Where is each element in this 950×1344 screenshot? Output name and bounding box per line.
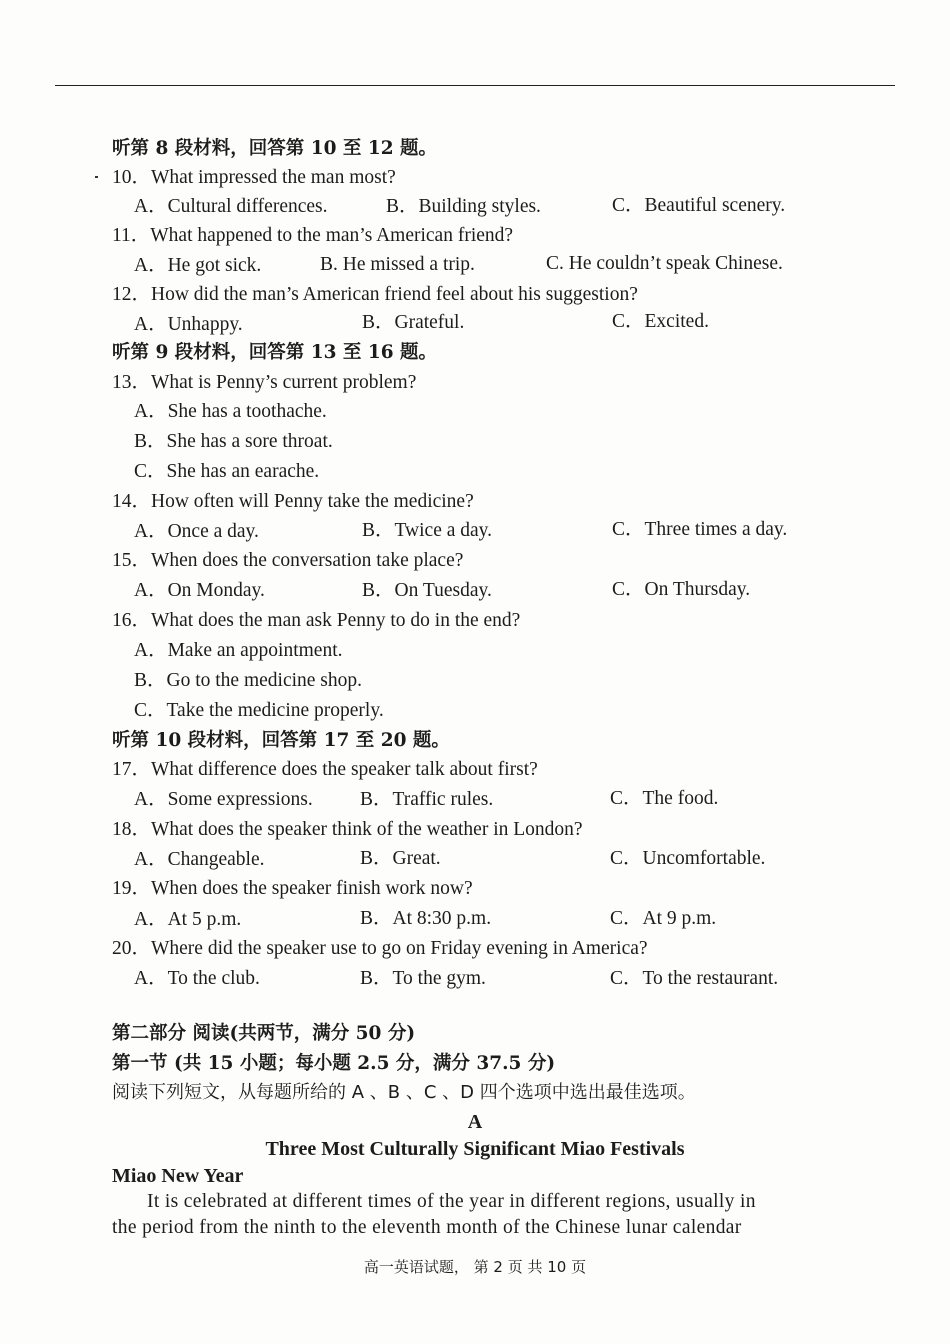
- top-rule: [55, 85, 895, 86]
- q10-option-a: A．Cultural differences.: [134, 196, 328, 217]
- q10-option-b: B．Building styles.: [386, 196, 541, 217]
- question-15: 15．When does the conversation take place?: [112, 550, 464, 571]
- q10-option-c: C．Beautiful scenery.: [612, 195, 786, 216]
- q14-option-a: A．Once a day.: [134, 521, 259, 542]
- q20-option-c: C．To the restaurant.: [610, 968, 779, 989]
- q18-option-c: C．Uncomfortable.: [610, 848, 766, 869]
- question-14: 14．How often will Penny take the medicine?: [112, 491, 474, 512]
- q11-option-a: A．He got sick.: [134, 255, 262, 276]
- passage-subheading: Miao New Year: [112, 1165, 244, 1187]
- q20-option-b: B．To the gym.: [360, 968, 486, 989]
- question-13: 13．What is Penny’s current problem?: [112, 372, 417, 393]
- passage-line-1: It is celebrated at different times of the year in different regions, usually in: [147, 1191, 756, 1212]
- section-heading-8: 听第 8 段材料，回答第 10 至 12 题。: [112, 138, 438, 159]
- question-11: 11．What happened to the man’s American friend?: [112, 225, 514, 246]
- q13-option-b: B．She has a sore throat.: [134, 431, 333, 452]
- q11-option-b: B. He missed a trip.: [320, 254, 475, 275]
- q18-option-b: B．Great.: [360, 848, 441, 869]
- q17-option-a: A．Some expressions.: [134, 789, 313, 810]
- q16-option-c: C．Take the medicine properly.: [134, 700, 384, 721]
- q19-option-c: C．At 9 p.m.: [610, 908, 717, 929]
- q11-option-c: C. He couldn’t speak Chinese.: [546, 253, 783, 274]
- question-16: 16．What does the man ask Penny to do in the end?: [112, 610, 521, 631]
- q16-option-b: B．Go to the medicine shop.: [134, 670, 363, 691]
- q12-option-b: B．Grateful.: [362, 312, 465, 333]
- q14-option-b: B．Twice a day.: [362, 520, 493, 541]
- section-heading-9: 听第 9 段材料，回答第 13 至 16 题。: [112, 342, 438, 363]
- question-12: 12．How did the man’s American friend feel about his suggestion?: [112, 284, 638, 305]
- page-footer: 高一英语试题， 第 2 页 共 10 页: [363, 1258, 587, 1276]
- q16-option-a: A．Make an appointment.: [134, 640, 343, 661]
- question-18: 18．What does the speaker think of the weather in London?: [112, 819, 583, 840]
- passage-letter: A: [467, 1111, 483, 1133]
- part2-instruction: 阅读下列短文，从每题所给的 A 、B 、C 、D 四个选项中选出最佳选项。: [112, 1082, 696, 1103]
- q19-option-b: B．At 8:30 p.m.: [360, 908, 492, 929]
- q15-option-b: B．On Tuesday.: [362, 580, 492, 601]
- q13-option-a: A．She has a toothache.: [134, 401, 327, 422]
- margin-mark: [95, 176, 98, 178]
- q12-option-c: C．Excited.: [612, 311, 709, 332]
- q15-option-c: C．On Thursday.: [612, 579, 751, 600]
- part2-heading: 第二部分 阅读(共两节，满分 50 分): [112, 1023, 416, 1044]
- q12-option-a: A．Unhappy.: [134, 314, 243, 335]
- q18-option-a: A．Changeable.: [134, 849, 265, 870]
- section-heading-10: 听第 10 段材料，回答第 17 至 20 题。: [112, 730, 450, 751]
- q15-option-a: A．On Monday.: [134, 580, 265, 601]
- q14-option-c: C．Three times a day.: [612, 519, 788, 540]
- question-19: 19．When does the speaker finish work now?: [112, 878, 473, 899]
- q17-option-c: C．The food.: [610, 788, 719, 809]
- question-10: 10．What impressed the man most?: [112, 167, 396, 188]
- part2-subheading: 第一节 (共 15 小题；每小题 2.5 分，满分 37.5 分): [112, 1053, 556, 1074]
- q13-option-c: C．She has an earache.: [134, 461, 320, 482]
- q19-option-a: A．At 5 p.m.: [134, 909, 242, 930]
- question-17: 17．What difference does the speaker talk about first?: [112, 759, 538, 780]
- passage-line-2: the period from the ninth to the eleventh month of the Chinese lunar calendar: [112, 1217, 742, 1238]
- q17-option-b: B．Traffic rules.: [360, 789, 494, 810]
- question-20: 20．Where did the speaker use to go on Friday evening in America?: [112, 938, 648, 959]
- q20-option-a: A．To the club.: [134, 968, 260, 989]
- passage-title: Three Most Culturally Significant Miao Festivals: [265, 1138, 685, 1160]
